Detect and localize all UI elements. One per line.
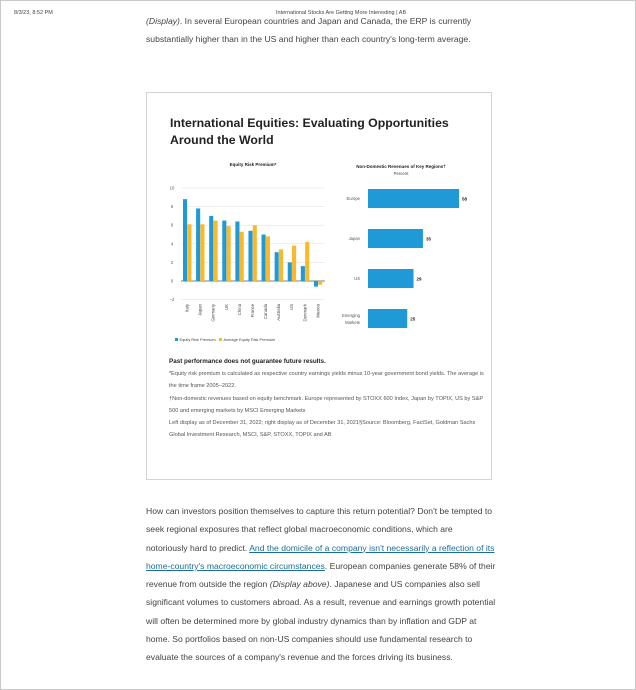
hbar [368,309,407,328]
bar-avg-erp [227,226,231,281]
body-paragraph [146,502,496,667]
x-tick-label: Germany [210,304,216,322]
y-tick-label: 2 [170,259,174,265]
right-chart-subtitle: Percent [393,171,409,176]
bar-avg-erp [253,225,257,281]
x-tick-label: Italy [184,304,190,312]
bar-erp [314,281,318,287]
x-tick-label: France [249,304,255,318]
y-tick-label: 4 [170,241,174,247]
bar-avg-erp [305,242,309,281]
hbar-value: 58 [462,196,468,202]
bar-avg-erp [266,236,270,281]
body-text-2: . European companies generate 58% of their revenue from outside the region [146,560,496,590]
bar-erp [248,231,252,281]
bar-erp [235,221,239,281]
bar-avg-erp [213,221,217,281]
bar-erp [196,208,200,281]
legend-swatch [175,338,178,341]
y-tick-label: 0 [170,278,174,284]
note-erp: *Equity risk premium is calculated as respective country earnings yields minus 10-year government bond yields. The average is the time frame 2005–2022. [169,371,484,390]
x-tick-label: UK [223,304,229,310]
y-tick-label: 8 [170,204,174,210]
body-text-1: How can investors position themselves to capture this return potential? Don't be tempted to seek regional exposures that reflect global macroeconomic conditions, which are notoriously hard to predict. [146,506,493,553]
hbar-value: 29 [416,276,422,282]
note-revenues: †Non-domestic revenues based on equity benchmark. Europe represented by STOXX 600 Index, Japan by TOPIX, US by S&P 500 and emerging markets by MSCI Emerging Markets [169,395,483,414]
hbar-value: 35 [425,236,431,242]
region-label: Markets [345,320,360,325]
right-chart-title: Non-Domestic Revenues of Key Regions† [356,164,446,169]
display-ref-above: (Display above) [269,579,330,590]
chart-card [146,92,492,480]
region-label: Europe [346,196,360,201]
bar-erp [183,199,187,281]
region-label: Japan [348,236,360,241]
bar-erp [209,216,213,281]
chart-title: International Equities: Evaluating Opportunities Around the World [170,116,449,147]
bar-avg-erp [279,249,283,281]
x-tick-label: Australia [276,304,282,321]
x-tick-label: Canada [263,304,269,320]
y-tick-label: 6 [170,222,174,228]
bar-erp [262,235,266,282]
bar-erp [288,262,292,281]
hbar [368,229,423,248]
hbar [368,189,459,208]
y-tick-label: −2 [169,297,175,303]
x-tick-label: Mexico [315,304,321,318]
chart-notes [169,356,489,441]
y-tick-label: 10 [169,185,175,191]
intro-paragraph [146,12,496,49]
legend-label: Average Equity Risk Premium [223,337,276,342]
charts-svg [147,93,491,353]
print-datetime: 8/3/23, 8:52 PM [14,10,53,16]
disclaimer: Past performance does not guarantee future results. [169,358,326,365]
legend-swatch [219,338,222,341]
region-label: Emerging [342,313,360,318]
x-tick-label: China [236,304,242,316]
domicile-link[interactable]: And the domicile of a company isn't necessarily a reflection of its home-country's macroeconomic circumstances [146,542,495,571]
body-text-3: . Japanese and US companies also sell significant volumes to customers abroad. As a result, revenue and earnings growth potential will often be determined more by global industry dynamics than by inflation and GDP at home. So portfolios based on non-US companies should use fundamental research to evaluate the sources of a company's revenue and the forces driving its business. [146,579,496,663]
bar-avg-erp [318,281,322,285]
bar-avg-erp [187,224,191,281]
bar-erp [301,266,305,281]
print-page-title: International Stocks Are Getting More Interesting | AB [276,10,407,16]
left-chart-title: Equity Risk Premium* [229,162,277,167]
hbar [368,269,414,288]
note-source: Left display as of December 31, 2022; right display as of December 31, 2021§Source: Bloomberg, FactSet, Goldman Sachs Global Investment Research, MSCI, S&P, STOXX, TOPIX and AB [169,420,476,439]
bar-avg-erp [240,232,244,281]
bar-avg-erp [200,224,204,281]
x-tick-label: Japan [197,304,203,316]
display-ref: (Display) [146,16,180,26]
bar-erp [222,221,226,281]
legend-label: Equity Risk Premium [179,337,216,342]
hbar-value: 25 [410,316,416,322]
bar-avg-erp [292,246,296,281]
intro-text: . In several European countries and Japan and Canada, the ERP is currently substantially higher than in the US and higher than each country's long-term average. [146,16,472,45]
region-label: US [354,276,360,281]
x-tick-label: Denmark [302,304,308,322]
x-tick-label: US [289,304,295,310]
bar-erp [275,252,279,281]
